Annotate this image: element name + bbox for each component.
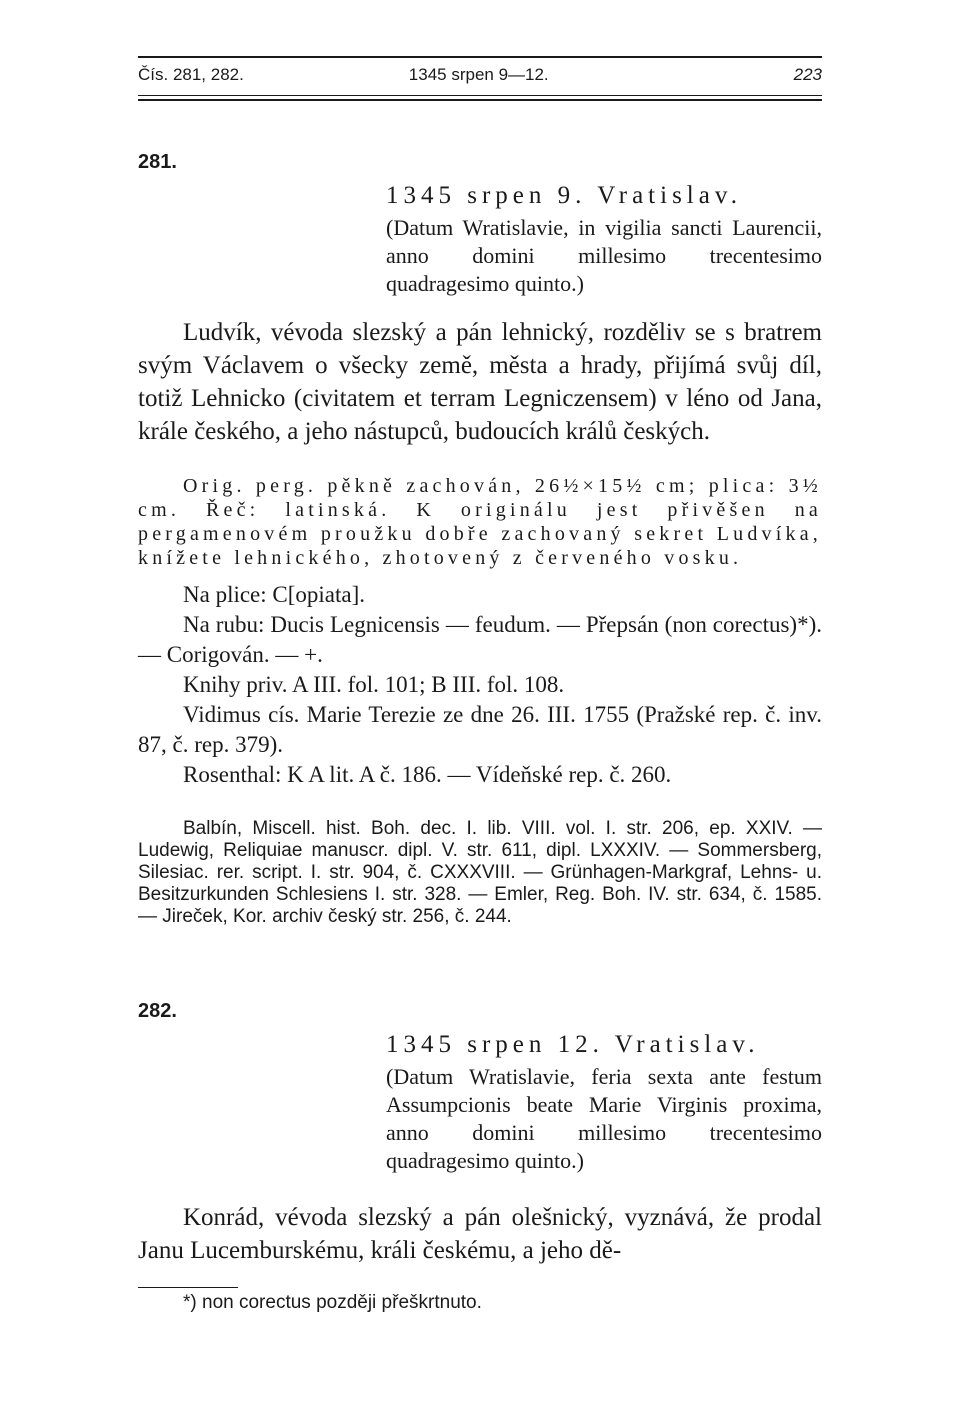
note-rubu: Na rubu: Ducis Legnicensis — feudum. — Přepsán (non corectus)*). — Corigován. — +. bbox=[138, 612, 822, 667]
doc-282-datum: (Datum Wratislavie, feria sexta ante festum Assumpcionis beate Marie Virginis proxima, anno domini millesimo trecentesimo quadragesimo quinto.) bbox=[386, 1064, 822, 1173]
doc-281-datum: (Datum Wratislavie, in vigilia sancti Laurencii, anno domini millesimo trecentesimo quadragesimo quinto.) bbox=[386, 215, 822, 296]
doc-281-notes bbox=[138, 580, 822, 790]
running-header bbox=[138, 58, 822, 93]
doc-281-description: Orig. perg. pěkně zachován, 26½×15½ cm; plica: 3½ cm. Řeč: latinská. K originálu jest přivěšen na pergamenovém proužku dobře zachovaný sekret Ludvíka, knížete lehnického, zhotovený z červeného vosku. bbox=[138, 475, 822, 569]
header-rule-thick bbox=[138, 99, 822, 101]
footnote-rule bbox=[138, 1287, 238, 1288]
doc-282-number: 282. bbox=[138, 1000, 177, 1022]
header-rule-thin bbox=[138, 95, 822, 96]
doc-282-regest: Konrád, vévoda slezský a pán olešnický, vyznává, že prodal Janu Lucemburskému, králi českému, a jeho dě- bbox=[138, 1204, 822, 1264]
footnote: *) non corectus později přeškrtnuto. bbox=[183, 1292, 482, 1313]
page-number: 223 bbox=[793, 65, 822, 84]
doc-281-literature: Balbín, Miscell. hist. Boh. dec. I. lib. VIII. vol. I. str. 206, ep. XXIV. — Ludewig, Reliquiae manuscr. dipl. V. str. 611, dipl. LXXXIV. — Sommersberg, Silesiac. rer. script. I. str. 904, č. CXXXVIII. — Grünhagen-Markgraf, Lehns- u. Besitzurkunden Schlesiens I. str. 328. — Emler, Reg. Boh. IV. str. 634, č. 1585. — Jireček, Kor. archiv český str. 256, č. 244. bbox=[138, 818, 822, 927]
note-plica: Na plice: C[opiata]. bbox=[183, 582, 366, 607]
note-rosenthal: Rosenthal: K A lit. A č. 186. — Vídeňské rep. č. 260. bbox=[183, 762, 672, 787]
note-vidimus: Vidimus cís. Marie Terezie ze dne 26. III. 1755 (Pražské rep. č. inv. 87, č. rep. 379). bbox=[138, 702, 822, 757]
doc-282-date: 1345 srpen 12. Vratislav. bbox=[386, 1031, 760, 1058]
header-doc-numbers: Čís. 281, 282. bbox=[138, 65, 244, 84]
doc-281-regest: Ludvík, vévoda slezský a pán lehnický, rozděliv se s bratrem svým Václavem o všecky země, města a hrady, přijímá svůj díl, totiž Lehnicko (civitatem et terram Legniczensem) v léno od Jana, krále českého, a jeho nástupců, budoucích králů českých. bbox=[138, 319, 822, 445]
doc-281-date: 1345 srpen 9. Vratislav. bbox=[386, 182, 742, 209]
page bbox=[138, 56, 822, 1314]
note-knihy: Knihy priv. A III. fol. 101; B III. fol. 108. bbox=[183, 672, 565, 697]
doc-281-number: 281. bbox=[138, 151, 177, 173]
header-date-range: 1345 srpen 9—12. bbox=[408, 65, 549, 84]
